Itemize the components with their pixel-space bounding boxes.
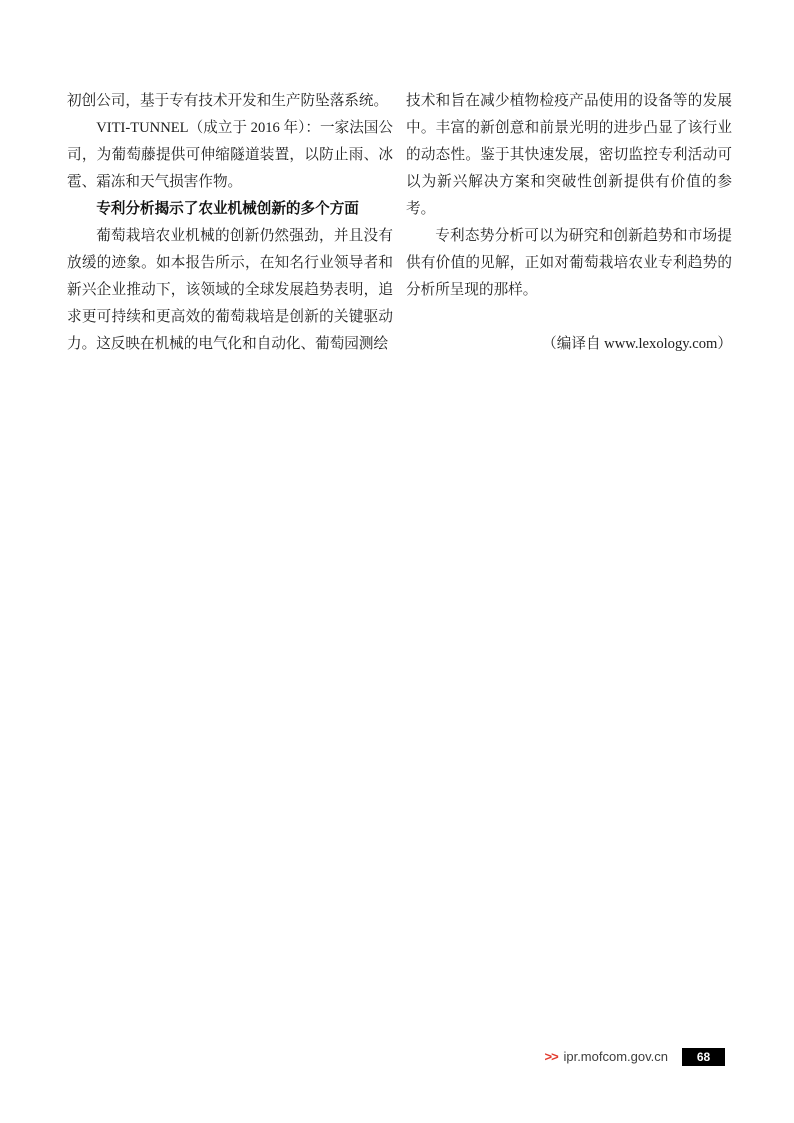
page-number: 68 <box>696 1050 711 1064</box>
footer-site-url: ipr.mofcom.gov.cn <box>563 1049 668 1064</box>
double-chevron-icon: >> <box>544 1049 558 1064</box>
article-body <box>67 88 732 358</box>
paragraph-patent-landscape: 专利态势分析可以为研究和创新趋势和市场提供有价值的见解，正如对葡萄栽培农业专利趋势的分析所呈现的那样。 <box>406 228 732 298</box>
right-column <box>406 88 732 358</box>
paragraph-continuation: 初创公司，基于专有技术开发和生产防坠落系统。 <box>67 93 389 109</box>
page-number-badge <box>682 1048 725 1066</box>
paragraph-continuation-right: 技术和旨在减少植物检疫产品使用的设备等的发展中。丰富的新创意和前景光明的进步凸显了该行业的动态性。鉴于其快速发展，密切监控专利活动可以为新兴解决方案和突破性创新提供有价值的参考。 <box>406 93 732 217</box>
paragraph-innovation: 葡萄栽培农业机械的创新仍然强劲，并且没有放缓的迹象。如本报告所示，在知名行业领导者和新兴企业推动下，该领域的全球发展趋势表明，追求更可持续和更高效的葡萄栽培是创新的关键驱动力。这反映在机械的电气化和自动化、葡萄园测绘 <box>67 228 393 352</box>
page-footer <box>544 1048 725 1066</box>
left-column <box>67 88 393 358</box>
source-attribution: （编译自 www.lexology.com） <box>542 336 732 352</box>
paragraph-viti-tunnel: VITI-TUNNEL（成立于 2016 年）：一家法国公司，为葡萄藤提供可伸缩隧道装置，以防止雨、冰雹、霜冻和天气损害作物。 <box>67 120 393 190</box>
section-heading: 专利分析揭示了农业机械创新的多个方面 <box>96 201 359 217</box>
